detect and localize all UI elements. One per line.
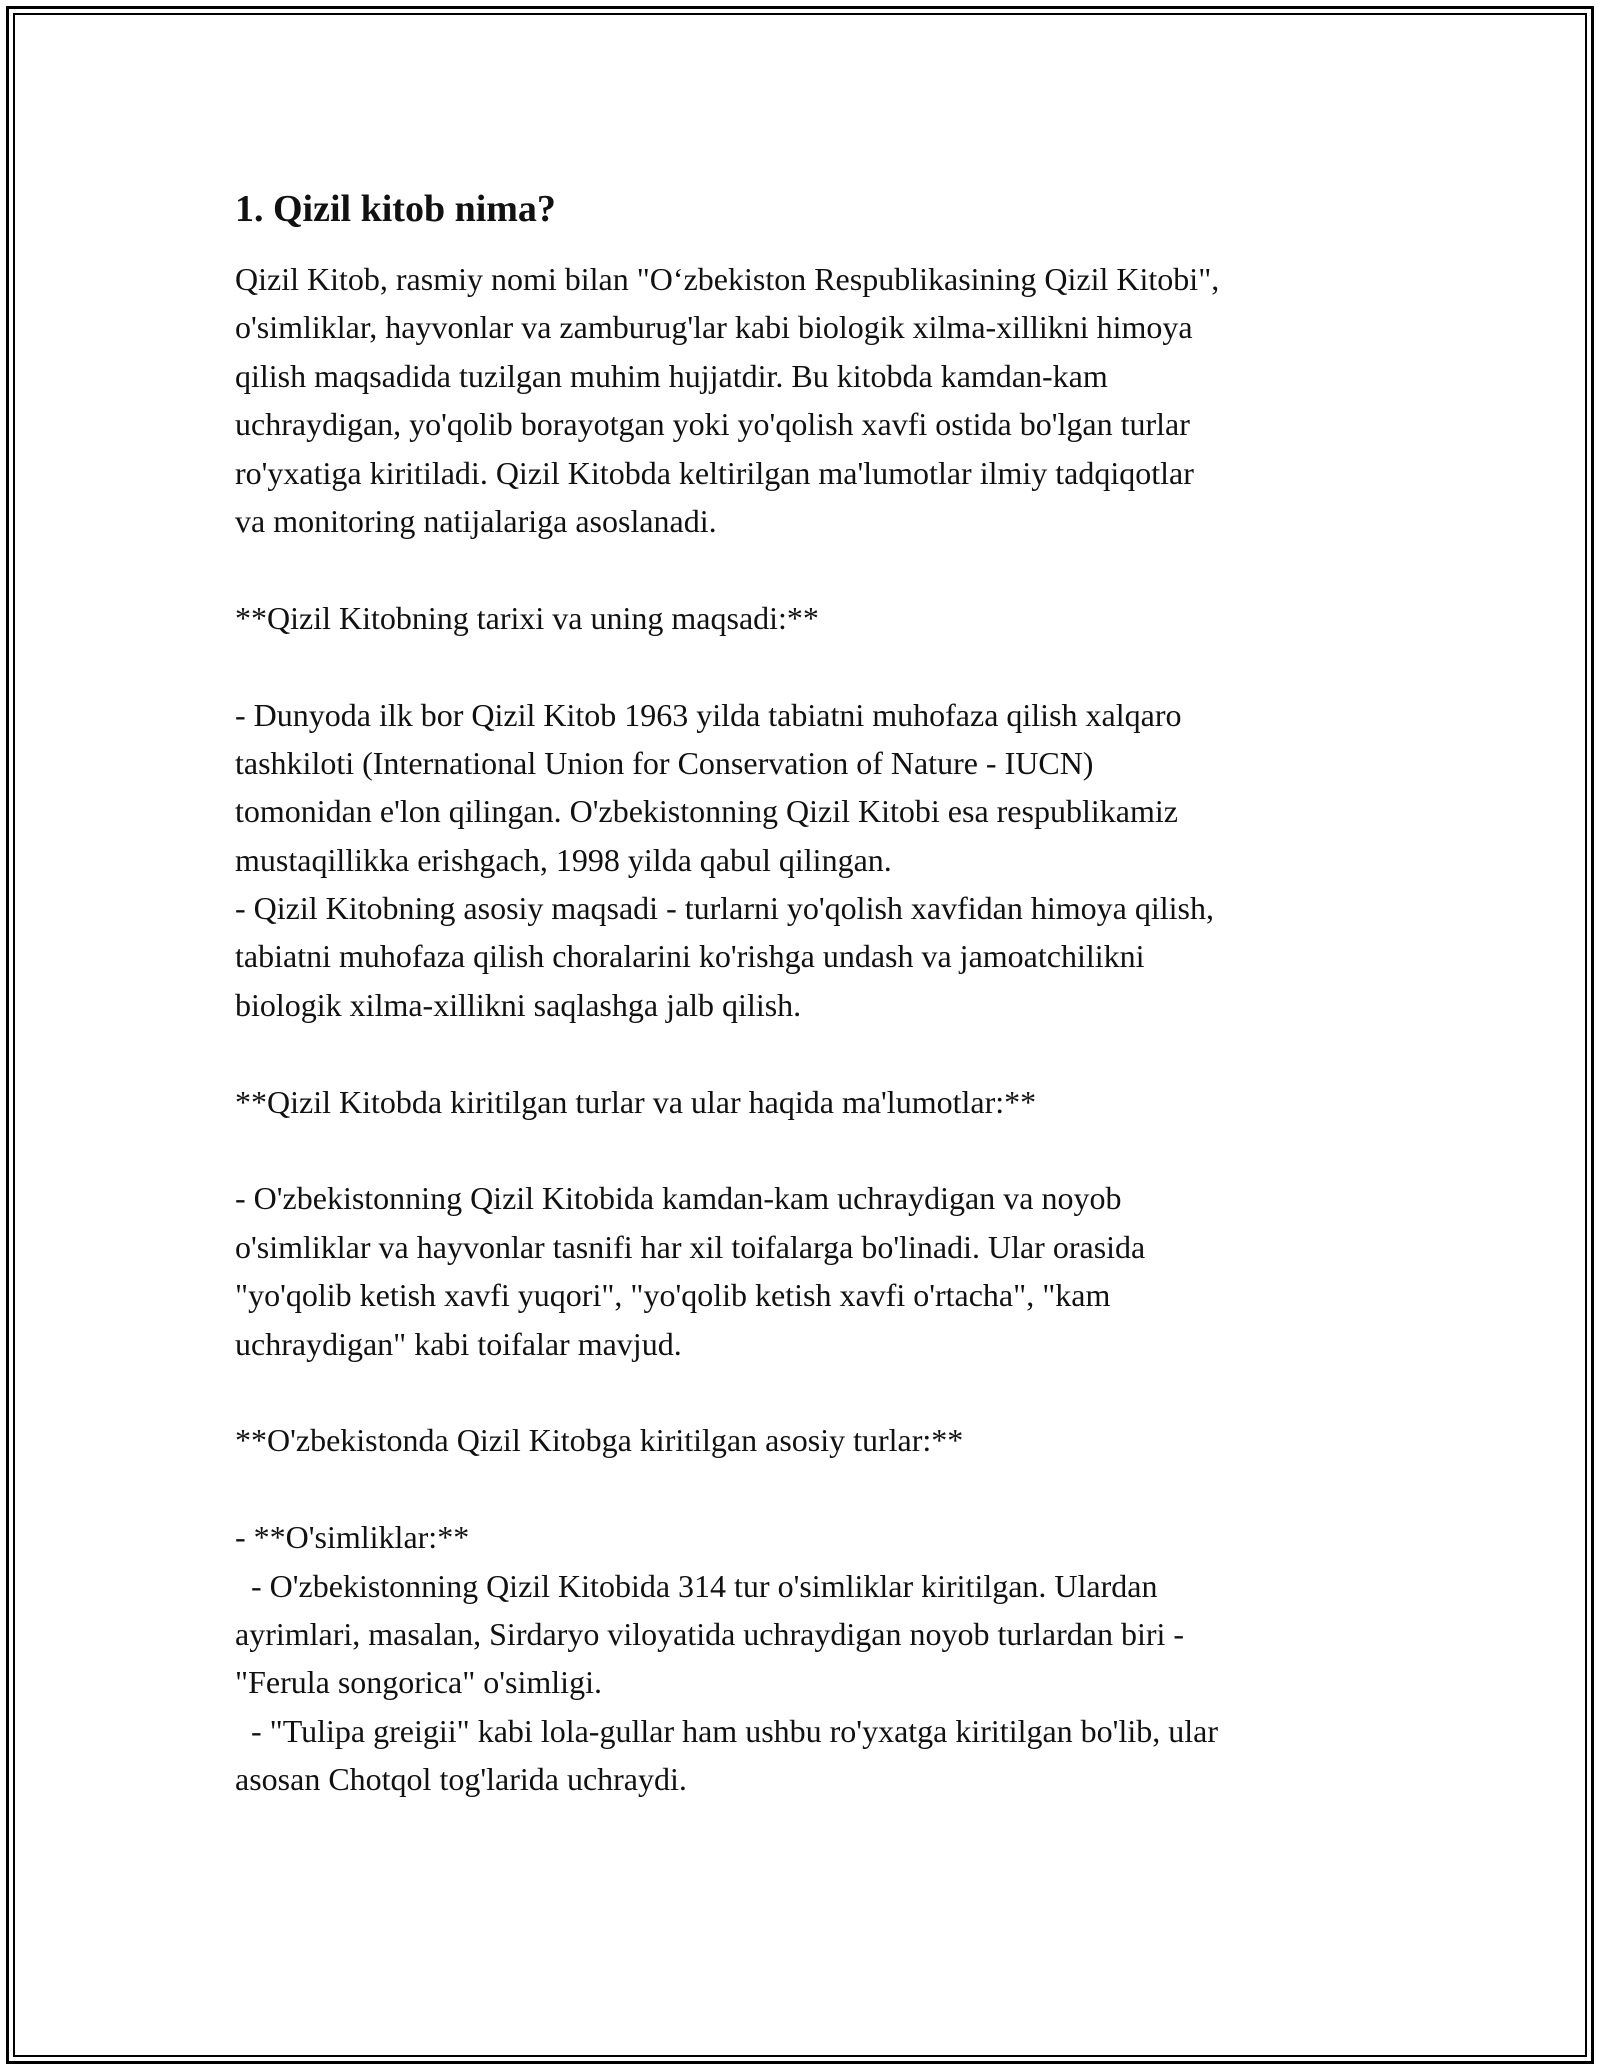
- blank-line: [235, 1029, 1370, 1077]
- text-line: uchraydigan" kabi toifalar mavjud.: [235, 1325, 682, 1362]
- text-line: qilish maqsadida tuzilgan muhim hujjatdir. Bu kitobda kamdan-kam: [235, 357, 1108, 394]
- text-line: va monitoring natijalariga asoslanadi.: [235, 502, 717, 539]
- section-heading: 1. Qizil kitob nima?: [235, 188, 556, 230]
- text-line: asosan Chotqol tog'larida uchraydi.: [235, 1761, 687, 1798]
- text-line: - Dunyoda ilk bor Qizil Kitob 1963 yilda tabiatni muhofaza qilish xalqaro: [235, 696, 1182, 733]
- text-line: mustaqillikka erishgach, 1998 yilda qabul qilingan.: [235, 841, 892, 878]
- text-line: - O'zbekistonning Qizil Kitobida 314 tur o'simliklar kiritilgan. Ulardan: [235, 1567, 1158, 1604]
- blank-line: [235, 1368, 1370, 1416]
- document-body: [235, 185, 1370, 1804]
- text-line: "Ferula songorica" o'simligi.: [235, 1664, 602, 1701]
- blank-line: [235, 1126, 1370, 1174]
- document-text: [235, 255, 1370, 1804]
- text-line: **Qizil Kitobda kiritilgan turlar va ular haqida ma'lumotlar:**: [235, 1083, 1037, 1120]
- text-line: tabiatni muhofaza qilish choralarini ko'rishga undash va jamoatchilikni: [235, 938, 1145, 975]
- text-line: - O'zbekistonning Qizil Kitobida kamdan-kam uchraydigan va noyob: [235, 1180, 1122, 1217]
- text-line: o'simliklar, hayvonlar va zamburug'lar kabi biologik xilma-xillikni himoya: [235, 309, 1193, 346]
- text-line: ayrimlari, masalan, Sirdaryo viloyatida uchraydigan noyob turlardan biri -: [235, 1615, 1185, 1652]
- text-line: "yo'qolib ketish xavfi yuqori", "yo'qolib ketish xavfi o'rtacha", "kam: [235, 1277, 1111, 1314]
- blank-line: [235, 642, 1370, 690]
- text-line: - **O'simliklar:**: [235, 1519, 470, 1556]
- blank-line: [235, 1465, 1370, 1513]
- blank-line: [235, 545, 1370, 593]
- text-line: o'simliklar va hayvonlar tasnifi har xil toifalarga bo'linadi. Ular orasida: [235, 1228, 1146, 1265]
- text-line: ro'yxatiga kiritiladi. Qizil Kitobda keltirilgan ma'lumotlar ilmiy tadqiqotlar: [235, 454, 1194, 491]
- text-line: Qizil Kitob, rasmiy nomi bilan "O‘zbekiston Respublikasining Qizil Kitobi",: [235, 261, 1220, 297]
- text-line: **O'zbekistonda Qizil Kitobga kiritilgan asosiy turlar:**: [235, 1422, 964, 1459]
- text-line: - "Tulipa greigii" kabi lola-gullar ham ushbu ro'yxatga kiritilgan bo'lib, ular: [235, 1712, 1218, 1749]
- text-line: - Qizil Kitobning asosiy maqsadi - turlarni yo'qolish xavfidan himoya qilish,: [235, 890, 1214, 927]
- text-line: biologik xilma-xillikni saqlashga jalb qilish.: [235, 986, 802, 1023]
- text-line: tashkiloti (International Union for Conservation of Nature - IUCN): [235, 744, 1094, 781]
- text-line: tomonidan e'lon qilingan. O'zbekistonning Qizil Kitobi esa respublikamiz: [235, 793, 1178, 830]
- text-line: uchraydigan, yo'qolib borayotgan yoki yo'qolish xavfi ostida bo'lgan turlar: [235, 406, 1190, 443]
- text-line: **Qizil Kitobning tarixi va uning maqsadi:**: [235, 599, 819, 636]
